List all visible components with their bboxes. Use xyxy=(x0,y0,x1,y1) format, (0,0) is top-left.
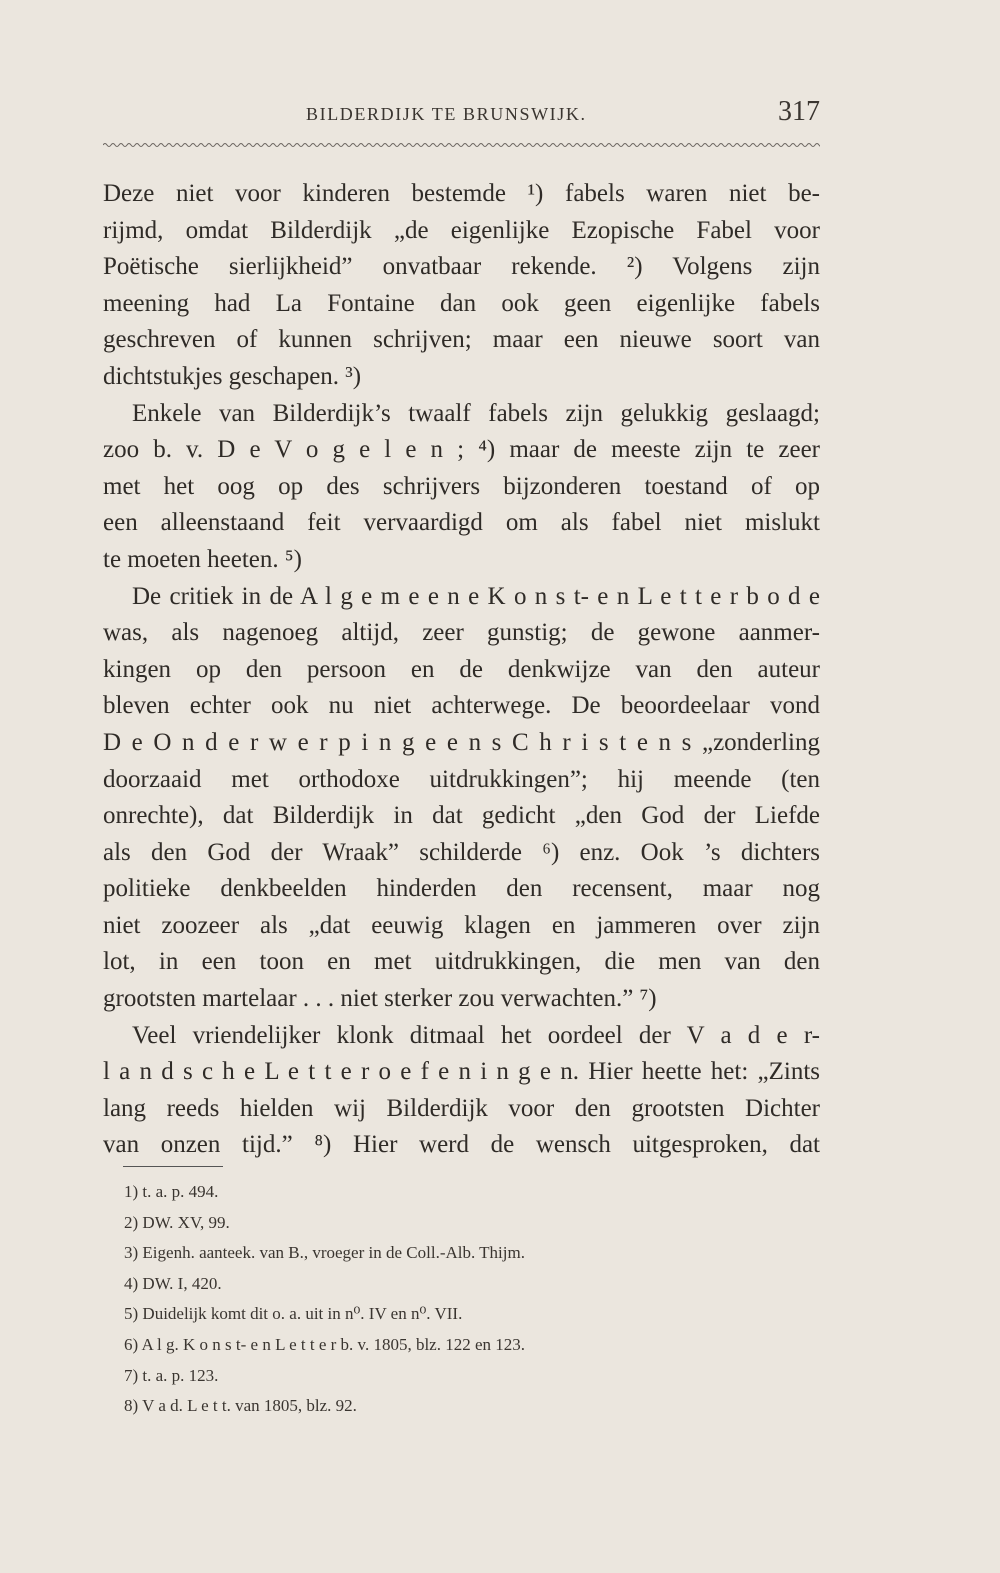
body-line: niet zoozeer als „dat eeuwig klagen en jammeren over zijn xyxy=(103,911,820,939)
body-line: een alleenstaand feit vervaardigd om als fabel niet mislukt xyxy=(103,509,820,537)
footnotes xyxy=(124,1177,820,1422)
body-line: te moeten heeten. ⁵) xyxy=(103,545,302,573)
body-line: dichtstukjes geschapen. ³) xyxy=(103,362,362,390)
footnote-rule xyxy=(123,1166,223,1167)
running-title: BILDERDIJK TE BRUNSWIJK. xyxy=(306,104,587,124)
body-line: doorzaaid met orthodoxe uitdrukkingen”; hij meende (ten xyxy=(103,765,820,793)
body-line: geschreven of kunnen schrijven; maar een nieuwe soort van xyxy=(103,326,820,354)
body-line: was, als nagenoeg altijd, zeer gunstig; de gewone aanmer- xyxy=(103,619,820,647)
footnote: 8) V a d. L e t t. van 1805, blz. 92. xyxy=(124,1396,357,1416)
body-line: kingen op den persoon en de denkwijze van den auteur xyxy=(103,655,820,683)
body-line: grootsten martelaar . . . niet sterker zou verwachten.” ⁷) xyxy=(103,985,657,1013)
page-header xyxy=(103,96,820,138)
body-line: bleven echter ook nu niet achterwege. De beoordeelaar vond xyxy=(103,692,820,720)
body-line: Veel vriendelijker klonk ditmaal het oordeel der V a d e r- xyxy=(132,1021,820,1049)
body-line: zoo b. v. D e V o g e l e n ; ⁴) maar de meeste zijn te zeer xyxy=(103,436,820,464)
footnote: 5) Duidelijk komt dit o. a. uit in n⁰. IV en n⁰. VII. xyxy=(124,1304,463,1324)
body-line: Deze niet voor kinderen bestemde ¹) fabels waren niet be- xyxy=(103,180,820,207)
body-line: als den God der Wraak” schilderde ⁶) enz. Ook ’s dichters xyxy=(103,838,820,866)
footnote: 4) DW. I, 420. xyxy=(124,1273,222,1293)
body-line: lot, in een toon en met uitdrukkingen, die men van den xyxy=(103,948,820,976)
body-line: met het oog op des schrijvers bijzonderen toestand of op xyxy=(103,472,820,500)
page-number: 317 xyxy=(778,96,820,127)
body-line: D e O n d e r w e r p i n g e e n s C h r i s t e n s „zonderling xyxy=(103,728,820,756)
header-wavy-rule xyxy=(103,140,820,150)
footnote: 7) t. a. p. 123. xyxy=(124,1365,219,1385)
footnote: 6) A l g. K o n s t- e n L e t t e r b. v. 1805, blz. 122 en 123. xyxy=(124,1334,526,1354)
body-line: politieke denkbeelden hinderden den recensent, maar nog xyxy=(103,875,820,903)
body-line: van onzen tijd.” ⁸) Hier werd de wensch uitgesproken, dat xyxy=(103,1131,820,1159)
body-line: rijmd, omdat Bilderdijk „de eigenlijke Ezopische Fabel voor xyxy=(103,216,820,244)
footnote: 1) t. a. p. 494. xyxy=(124,1182,219,1201)
body-line: onrechte), dat Bilderdijk in dat gedicht „den God der Liefde xyxy=(103,802,820,830)
body-line: lang reeds hielden wij Bilderdijk voor den grootsten Dichter xyxy=(103,1094,820,1122)
footnote: 2) DW. XV, 99. xyxy=(124,1212,230,1232)
body-text xyxy=(103,176,820,1164)
footnote: 3) Eigenh. aanteek. van B., vroeger in de Coll.-Alb. Thijm. xyxy=(124,1243,525,1263)
body-line: De critiek in de A l g e m e e n e K o n s t- e n L e t t e r b o d e xyxy=(132,582,820,610)
body-line: Enkele van Bilderdijk’s twaalf fabels zijn gelukkig geslaagd; xyxy=(132,399,820,427)
body-line: l a n d s c h e L e t t e r o e f e n i n g e n. Hier heette het: „Zints xyxy=(103,1058,820,1086)
body-line: Poëtische sierlijkheid” onvatbaar rekende. ²) Volgens zijn xyxy=(103,253,820,281)
body-line: meening had La Fontaine dan ook geen eigenlijke fabels xyxy=(103,289,820,317)
